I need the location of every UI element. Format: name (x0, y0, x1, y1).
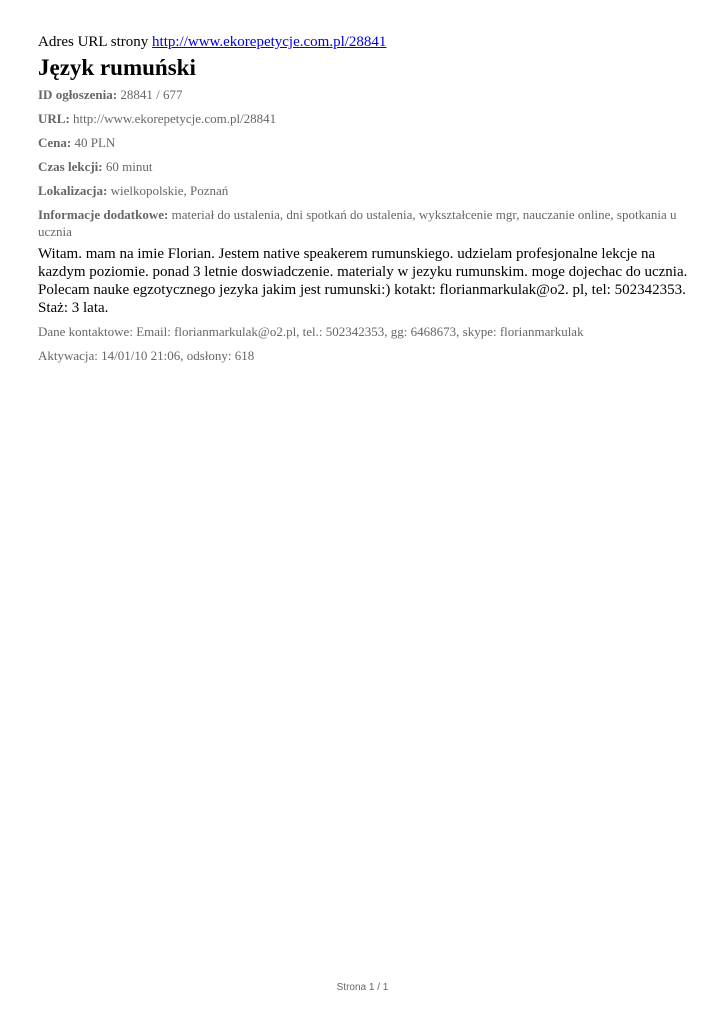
id-value: 28841 / 677 (120, 87, 183, 102)
lesson-time-label: Czas lekcji: (38, 159, 103, 174)
additional-info-label: Informacje dodatkowe: (38, 207, 169, 222)
price-value: 40 PLN (74, 135, 116, 150)
activation-info: Aktywacja: 14/01/10 21:06, odsłony: 618 (38, 348, 255, 363)
lesson-time-value: 60 minut (105, 159, 153, 174)
location-field (38, 182, 693, 199)
additional-info-value: materiał do ustalenia, dni spotkań do ustalenia, wykształcenie mgr, nauczanie online, spotkania u ucznia (38, 207, 677, 239)
location-label: Lokalizacja: (38, 183, 108, 198)
description-text: Witam. mam na imie Florian. Jestem native speakerem rumunskiego. udzielam profesjonalne lekcje na kazdym poziomie. ponad 3 letnie doswiadczenie. materialy w jezyku rumunskim. moge dojechac do ucznia. Polecam nauke egzotycznego jezyka jakim jest rumunski:) kotakt: florianmarkulak@o2. pl, tel: 502342353. Staż: 3 lata. (38, 246, 688, 316)
price-field (38, 134, 693, 151)
id-field (38, 86, 693, 103)
page-title: Język rumuński (38, 55, 196, 80)
additional-info-field (38, 206, 693, 240)
page-indicator: Strona 1 / 1 (336, 982, 389, 993)
url-value: http://www.ekorepetycje.com.pl/28841 (73, 111, 277, 126)
url-prefix: Adres URL strony (38, 34, 149, 50)
contact-details: Dane kontaktowe: Email: florianmarkulak@o2.pl, tel.: 502342353, gg: 6468673, skype: florianmarkulak (38, 324, 584, 339)
page-url-line (38, 33, 693, 51)
id-label: ID ogłoszenia: (38, 87, 118, 102)
price-label: Cena: (38, 135, 72, 150)
document-page (38, 33, 693, 371)
page-url-link[interactable]: http://www.ekorepetycje.com.pl/28841 (152, 34, 387, 50)
url-label: URL: (38, 111, 70, 126)
url-field (38, 110, 693, 127)
location-value: wielkopolskie, Poznań (110, 183, 229, 198)
lesson-time-field (38, 158, 693, 175)
